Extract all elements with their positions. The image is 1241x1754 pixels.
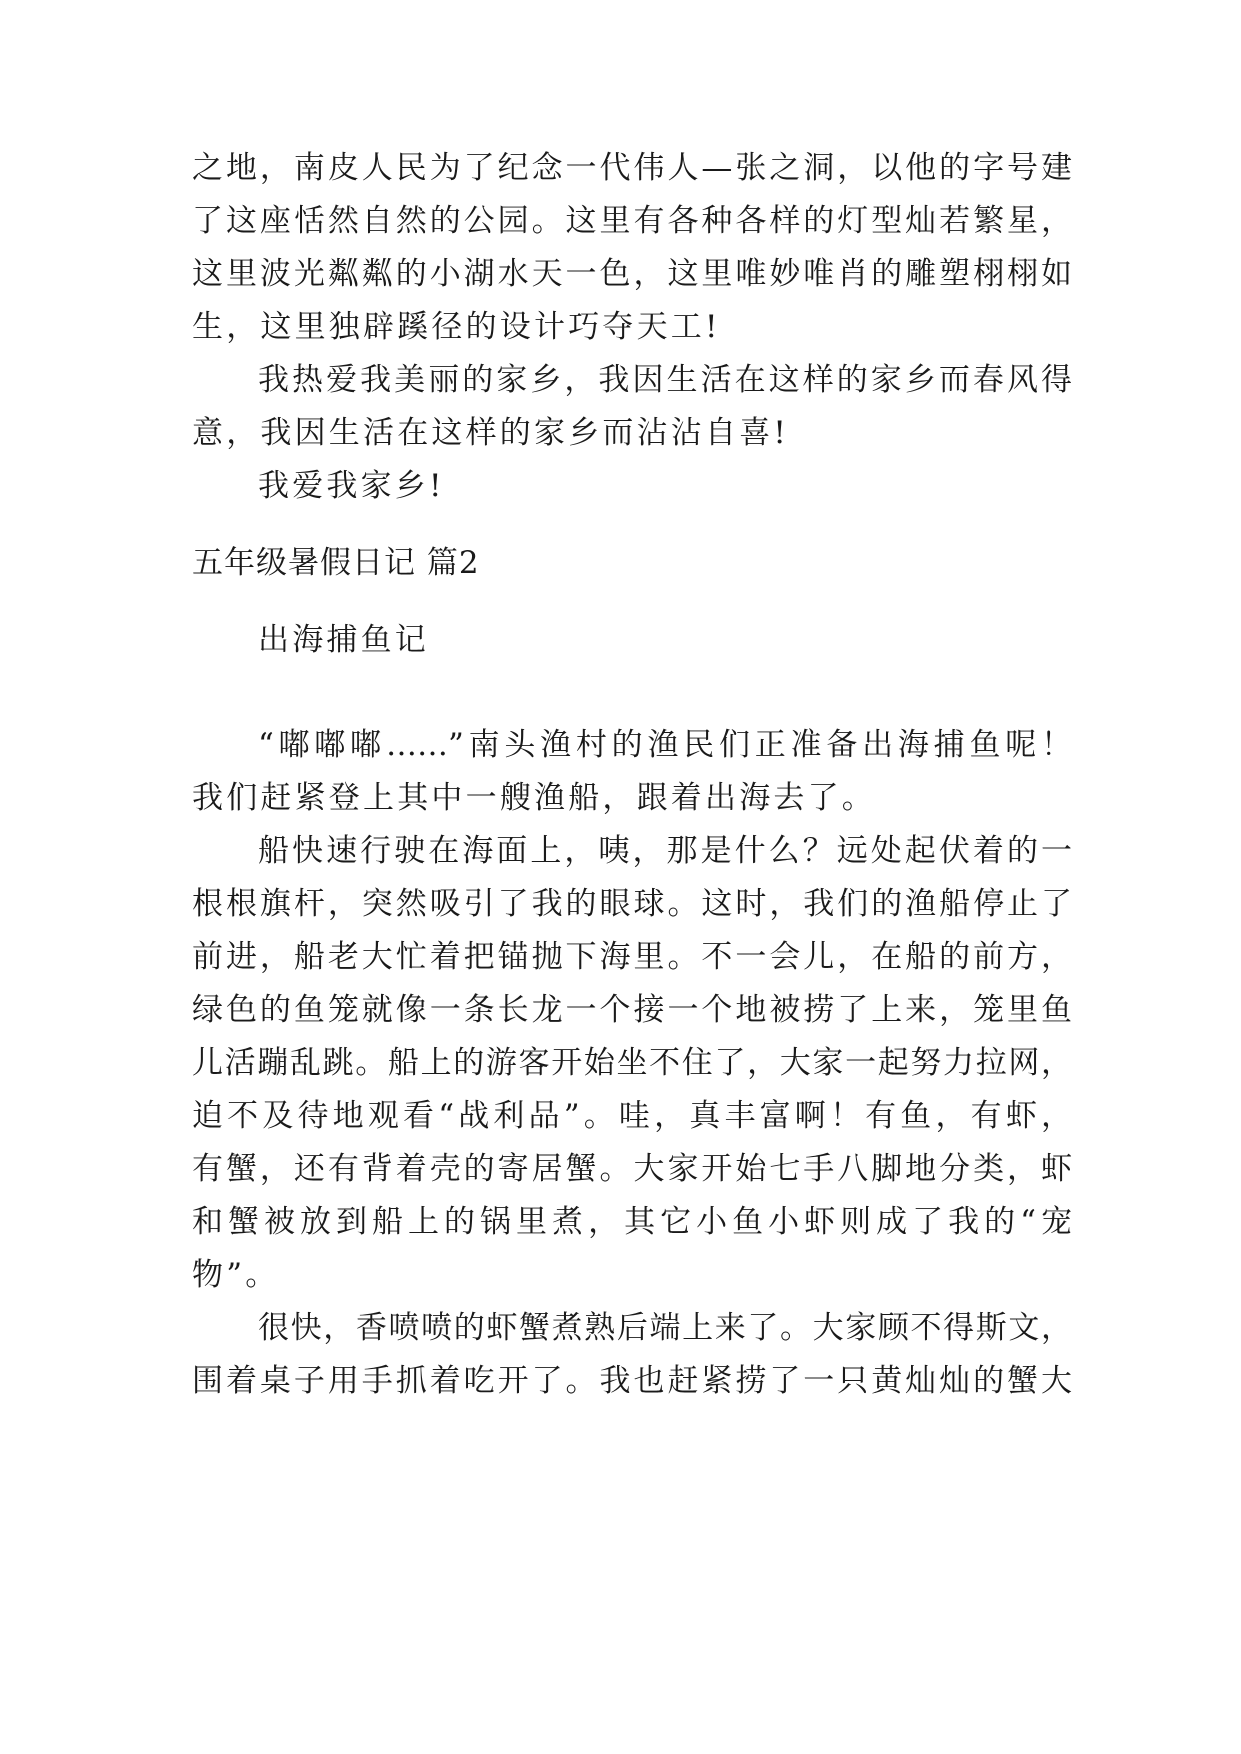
section-heading: 五年级暑假日记 篇2: [192, 545, 480, 581]
text-line: 意，我因生活在这样的家乡而沾沾自喜!: [192, 415, 790, 451]
text-line: 围着桌子用手抓着吃开了。我也赶紧捞了一只黄灿灿的蟹大: [192, 1363, 1072, 1399]
text-line: 和蟹被放到船上的锅里煮，其它小鱼小虾则成了我的“宠: [192, 1204, 1072, 1240]
text-line: 前进，船老大忙着把锚抛下海里。不一会儿，在船的前方，: [192, 939, 1072, 975]
text-line: 之地，南皮人民为了纪念一代伟人—张之洞，以他的字号建: [192, 150, 1072, 186]
text-line: 有蟹，还有背着壳的寄居蟹。大家开始七手八脚地分类，虾: [192, 1151, 1072, 1187]
text-line: 绿色的鱼笼就像一条长龙一个接一个地被捞了上来，笼里鱼: [192, 992, 1072, 1028]
text-line: 船快速行驶在海面上，咦，那是什么？远处起伏着的一: [258, 833, 1072, 869]
text-line: 物”。: [192, 1257, 280, 1293]
text-line: 我们赶紧登上其中一艘渔船，跟着出海去了。: [192, 780, 876, 816]
text-line: 我热爱我美丽的家乡，我因生活在这样的家乡而春风得: [258, 362, 1072, 398]
text-line: 儿活蹦乱跳。船上的游客开始坐不住了，大家一起努力拉网，: [192, 1045, 1072, 1081]
text-line: 这里波光粼粼的小湖水天一色，这里唯妙唯肖的雕塑栩栩如: [192, 256, 1072, 292]
text-line: 迫不及待地观看“战利品”。哇，真丰富啊！有鱼，有虾，: [192, 1098, 1072, 1134]
text-line: “嘟嘟嘟……”南头渔村的渔民们正准备出海捕鱼呢！: [258, 727, 1072, 763]
text-line: 很快，香喷喷的虾蟹煮熟后端上来了。大家顾不得斯文，: [258, 1310, 1072, 1346]
article-title: 出海捕鱼记: [258, 622, 429, 658]
text-line: 根根旗杆，突然吸引了我的眼球。这时，我们的渔船停止了: [192, 886, 1072, 922]
text-line: 我爱我家乡!: [258, 468, 445, 504]
text-line: 了这座恬然自然的公园。这里有各种各样的灯型灿若繁星，: [192, 203, 1072, 239]
text-line: 生，这里独辟蹊径的设计巧夺天工!: [192, 309, 721, 345]
